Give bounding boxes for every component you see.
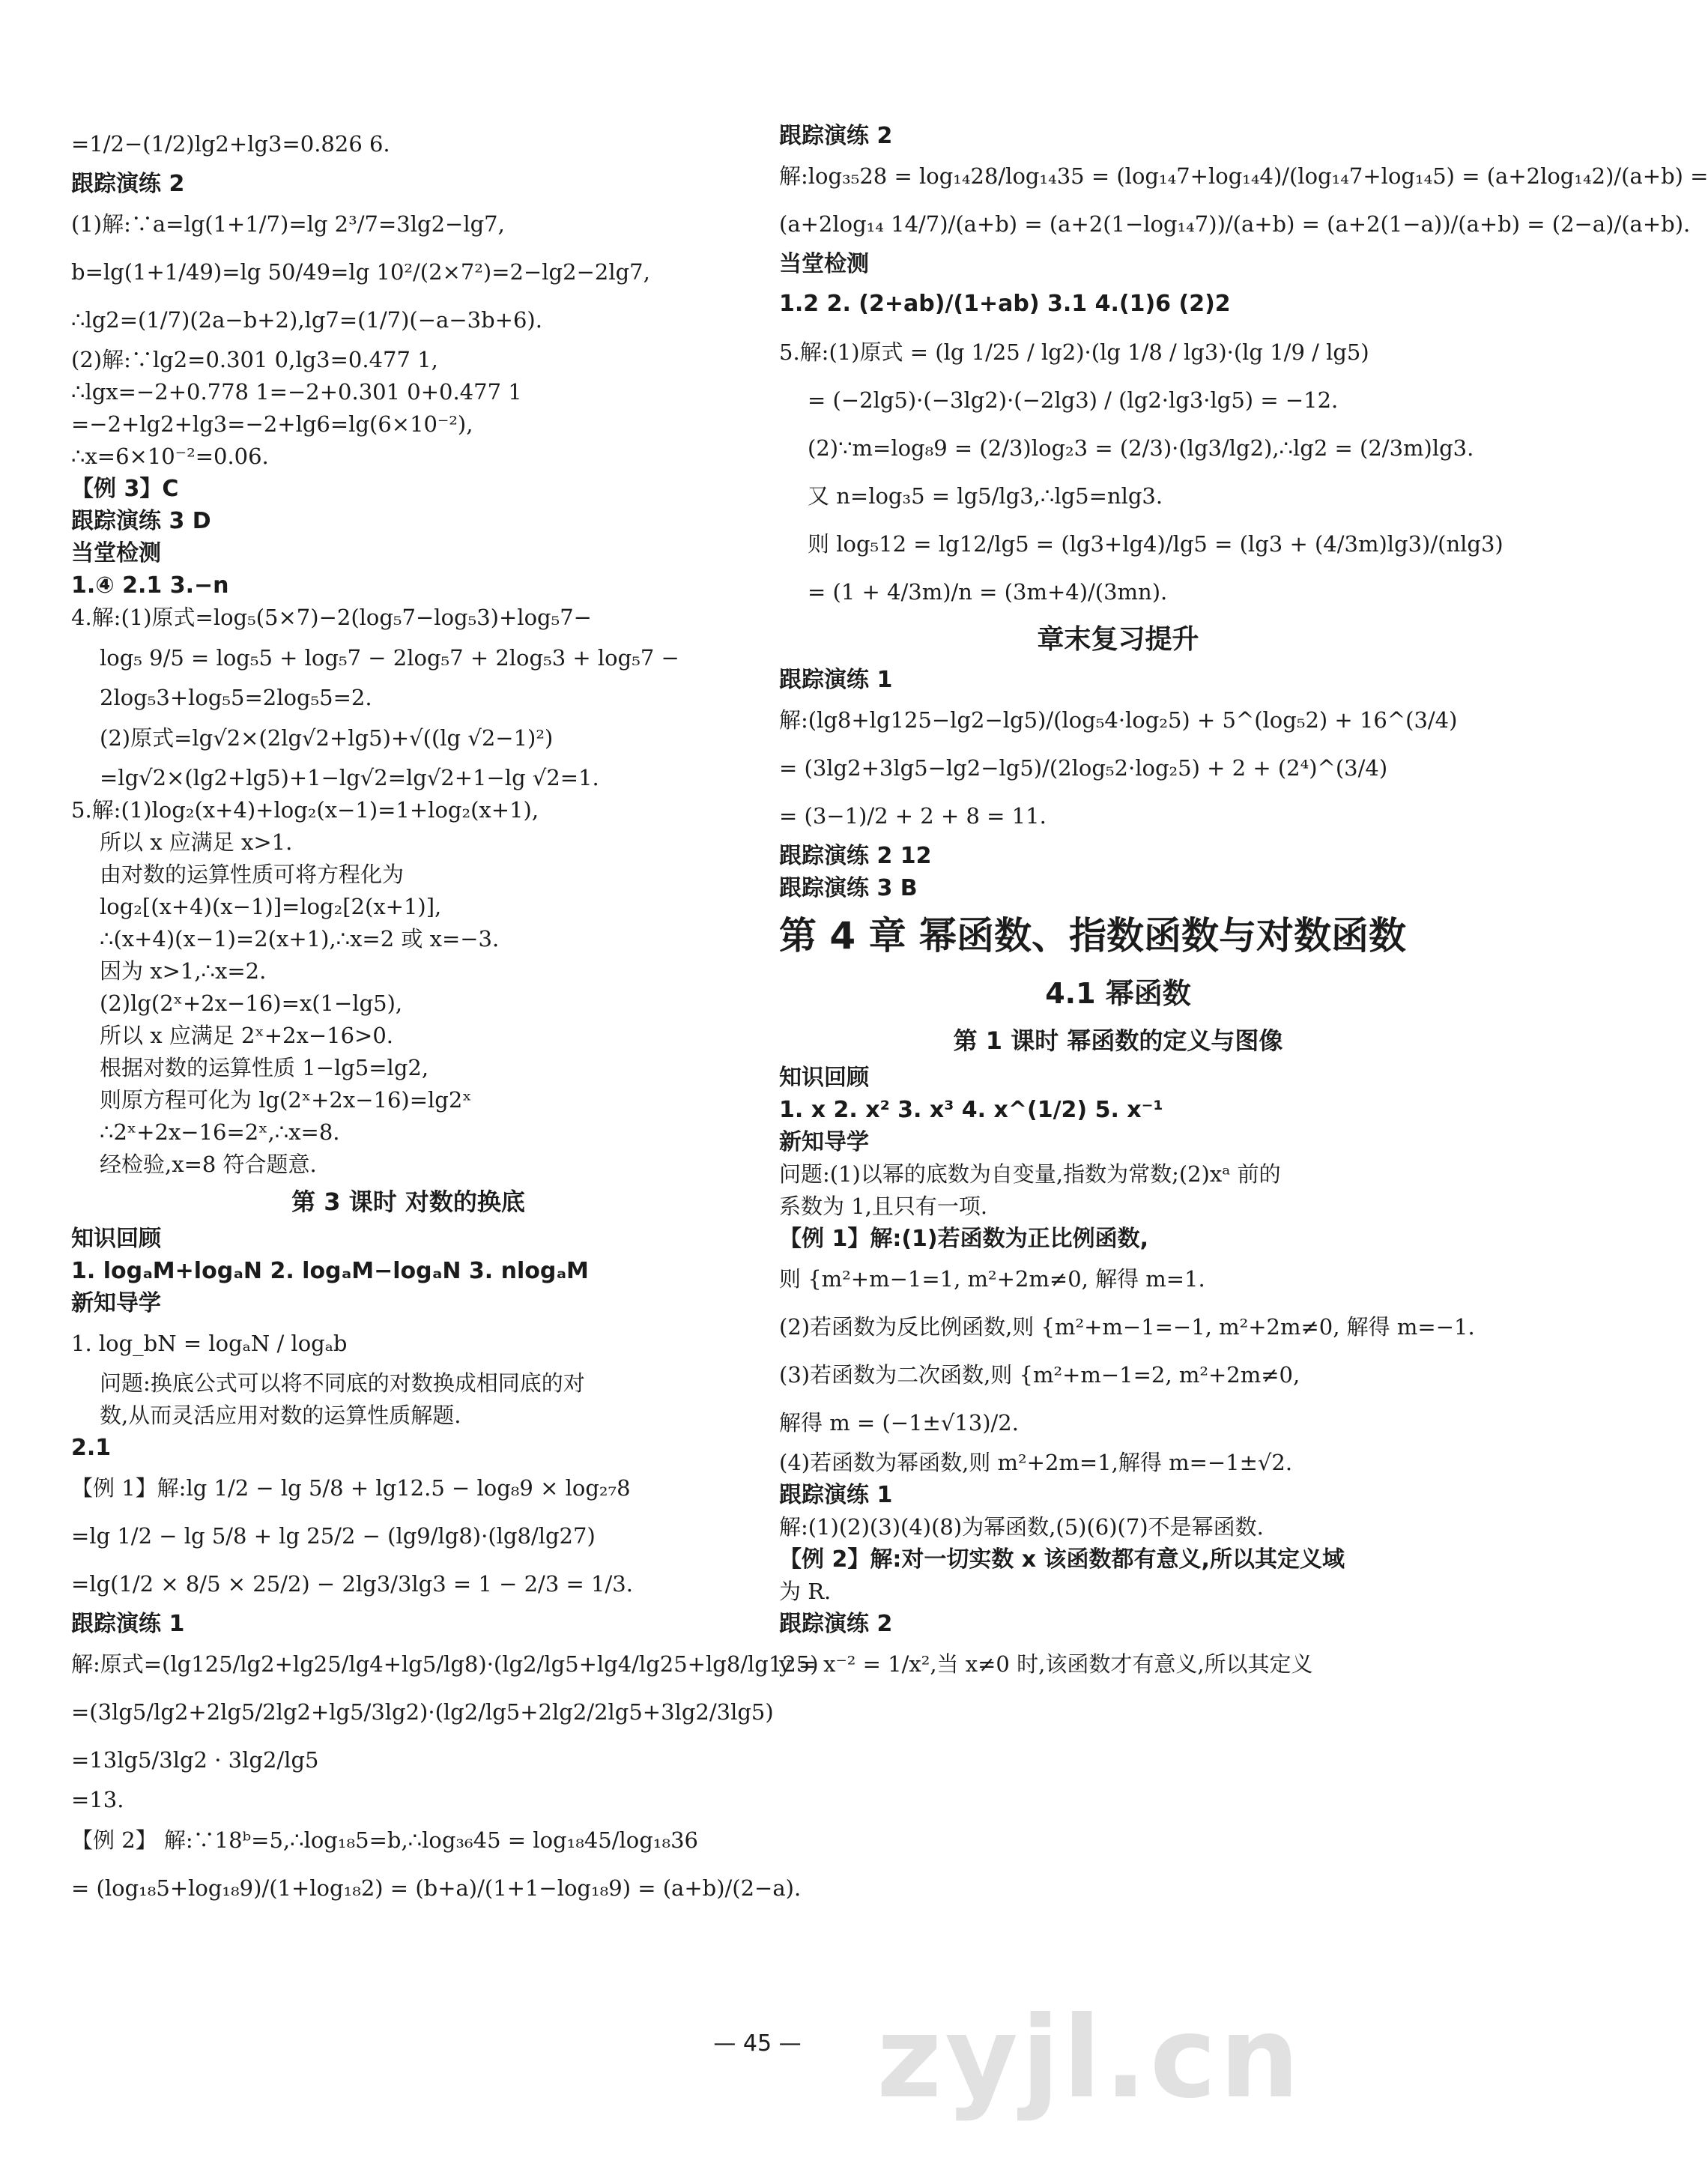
text-line: log₅ 9/5 = log₅5 + log₅7 − 2log₅7 + 2log₅3 + log₅7 − bbox=[100, 645, 679, 671]
text-line: 【例 1】解:lg 1/2 − lg 5/8 + lg12.5 − log₈9 × log₂₇8 bbox=[71, 1475, 631, 1501]
text-line: =lg(1/2 × 8/5 × 25/2) − 2lg3/3lg3 = 1 − 2/3 = 1/3. bbox=[71, 1571, 633, 1597]
text-line: =13lg5/3lg2 · 3lg2/lg5 bbox=[71, 1747, 319, 1773]
text-line: 解:原式=(lg125/lg2+lg25/lg4+lg5/lg8)·(lg2/lg5+lg4/lg25+lg8/lg125) bbox=[71, 1651, 819, 1677]
section-label: 跟踪演练 1 bbox=[71, 1611, 185, 1637]
text-line: log₂[(x+4)(x−1)]=log₂[2(x+1)], bbox=[100, 894, 442, 919]
text-line: = (3−1)/2 + 2 + 8 = 11. bbox=[779, 803, 1047, 829]
text-line: 系数为 1,且只有一项. bbox=[779, 1194, 988, 1219]
section-label: 【例 1】解:(1)若函数为正比例函数, bbox=[779, 1226, 1149, 1252]
section-label: 2.1 bbox=[71, 1435, 112, 1461]
section-label: 当堂检测 bbox=[779, 251, 869, 277]
section-label: 知识回顾 bbox=[71, 1226, 161, 1252]
text-line: 又 n=log₃5 = lg5/lg3,∴lg5=nlg3. bbox=[808, 483, 1163, 509]
text-line: ∴lg2=(1/7)(2a−b+2),lg7=(1/7)(−a−3b+6). bbox=[71, 307, 542, 333]
text-line: 5.解:(1)log₂(x+4)+log₂(x−1)=1+log₂(x+1), bbox=[71, 797, 539, 823]
subsection-title: 4.1 幂函数 bbox=[1045, 977, 1191, 1010]
section-label: 1.2 2. (2+ab)/(1+ab) 3.1 4.(1)6 (2)2 bbox=[779, 291, 1231, 317]
text-line: (4)若函数为幂函数,则 m²+2m=1,解得 m=−1±√2. bbox=[779, 1450, 1293, 1475]
text-line: 经检验,x=8 符合题意. bbox=[100, 1152, 317, 1177]
text-line: =1/2−(1/2)lg2+lg3=0.826 6. bbox=[71, 131, 390, 157]
text-line: =lg√2×(lg2+lg5)+1−lg√2=lg√2+1−lg √2=1. bbox=[100, 765, 599, 790]
text-line: ∴x=6×10⁻²=0.06. bbox=[71, 444, 269, 469]
text-line: 则 {m²+m−1=1, m²+2m≠0, 解得 m=1. bbox=[779, 1266, 1205, 1292]
text-line: =−2+lg2+lg3=−2+lg6=lg(6×10⁻²), bbox=[71, 411, 473, 437]
text-line: b=lg(1+1/49)=lg 50/49=lg 10²/(2×7²)=2−lg2−2lg7, bbox=[71, 259, 650, 285]
section-label: 跟踪演练 1 bbox=[779, 1482, 893, 1508]
section-label: 跟踪演练 2 bbox=[779, 1611, 893, 1637]
text-line: 4.解:(1)原式=log₅(5×7)−2(log₅7−log₅3)+log₅7− bbox=[71, 605, 592, 630]
text-line: (2)∵m=log₈9 = (2/3)log₂3 = (2/3)·(lg3/lg2),∴lg2 = (2/3m)lg3. bbox=[808, 435, 1474, 461]
text-line: 由对数的运算性质可将方程化为 bbox=[100, 862, 405, 887]
text-line: 则 log₅12 = lg12/lg5 = (lg3+lg4)/lg5 = (lg3 + (4/3m)lg3)/(nlg3) bbox=[808, 531, 1503, 557]
lesson-title: 第 3 课时 对数的换底 bbox=[291, 1188, 525, 1216]
page-number: — 45 — bbox=[713, 2030, 802, 2057]
section-label: 1. logₐM+logₐN 2. logₐM−logₐN 3. nlogₐM bbox=[71, 1258, 589, 1284]
section-label: 跟踪演练 2 bbox=[71, 171, 185, 197]
text-line: 5.解:(1)原式 = (lg 1/25 / lg2)·(lg 1/8 / lg3)·(lg 1/9 / lg5) bbox=[779, 339, 1369, 365]
text-line: 问题:(1)以幂的底数为自变量,指数为常数;(2)xᵃ 前的 bbox=[779, 1161, 1281, 1187]
text-line: (2)解:∵lg2=0.301 0,lg3=0.477 1, bbox=[71, 347, 438, 372]
text-line: ∴(x+4)(x−1)=2(x+1),∴x=2 或 x=−3. bbox=[100, 926, 500, 952]
text-line: (a+2log₁₄ 14/7)/(a+b) = (a+2(1−log₁₄7))/(a+b) = (a+2(1−a))/(a+b) = (2−a)/(a+b). bbox=[779, 211, 1691, 237]
text-line: 【例 2】 解:∵18ᵇ=5,∴log₁₈5=b,∴log₃₆45 = log₁₈45/log₁₈36 bbox=[71, 1827, 698, 1853]
watermark: zyjl.cn bbox=[876, 1993, 1303, 2123]
text-line: 为 R. bbox=[779, 1579, 832, 1604]
text-line: (2)lg(2ˣ+2x−16)=x(1−lg5), bbox=[100, 990, 403, 1016]
text-line: = (1 + 4/3m)/n = (3m+4)/(3mn). bbox=[808, 579, 1168, 605]
text-line: 则原方程可化为 lg(2ˣ+2x−16)=lg2ˣ bbox=[100, 1087, 472, 1113]
text-line: 数,从而灵活应用对数的运算性质解题. bbox=[100, 1403, 461, 1428]
text-line: =lg 1/2 − lg 5/8 + lg 25/2 − (lg9/lg8)·(lg8/lg27) bbox=[71, 1523, 596, 1549]
text-line: = (−2lg5)·(−3lg2)·(−2lg3) / (lg2·lg3·lg5) = −12. bbox=[808, 387, 1339, 413]
text-line: = (3lg2+3lg5−lg2−lg5)/(2log₅2·log₂5) + 2 + (2⁴)^(3/4) bbox=[779, 755, 1388, 781]
text-line: 解:log₃₅28 = log₁₄28/log₁₄35 = (log₁₄7+log₁₄4)/(log₁₄7+log₁₄5) = (a+2log₁₄2)/(a+b) = bbox=[779, 163, 1708, 189]
text-line: (2)若函数为反比例函数,则 {m²+m−1=−1, m²+2m≠0, 解得 m=−1. bbox=[779, 1314, 1475, 1340]
section-label: 【例 3】C bbox=[71, 476, 179, 502]
text-line: 2log₅3+log₅5=2log₅5=2. bbox=[100, 685, 372, 710]
right-column bbox=[779, 120, 1708, 1688]
text-line: (1)解:∵a=lg(1+1/7)=lg 2³/7=3lg2−lg7, bbox=[71, 211, 505, 237]
section-label: 跟踪演练 2 12 bbox=[779, 843, 932, 869]
text-line: =13. bbox=[71, 1787, 124, 1812]
section-label: 当堂检测 bbox=[71, 540, 161, 566]
section-label: 跟踪演练 2 bbox=[779, 123, 893, 149]
text-line: 解得 m = (−1±√13)/2. bbox=[779, 1410, 1019, 1436]
text-line: 所以 x 应满足 x>1. bbox=[100, 829, 293, 855]
text-line: 1. log_bN = logₐN / logₐb bbox=[71, 1331, 348, 1356]
text-line: ∴2ˣ+2x−16=2ˣ,∴x=8. bbox=[100, 1119, 340, 1145]
text-line: =(3lg5/lg2+2lg5/2lg2+lg5/3lg2)·(lg2/lg5+2lg2/2lg5+3lg2/3lg5) bbox=[71, 1699, 774, 1725]
section-title: 章末复习提升 bbox=[1037, 624, 1199, 655]
text-line: (2)原式=lg√2×(2lg√2+lg5)+√((lg √2−1)²) bbox=[100, 725, 554, 751]
text-line: 所以 x 应满足 2ˣ+2x−16>0. bbox=[100, 1023, 394, 1048]
section-label: 新知导学 bbox=[71, 1290, 161, 1316]
section-label: 1.④ 2.1 3.−n bbox=[71, 572, 229, 599]
section-label: 跟踪演练 3 B bbox=[779, 875, 918, 901]
text-line: ∴lgx=−2+0.778 1=−2+0.301 0+0.477 1 bbox=[71, 379, 522, 405]
text-line: 问题:换底公式可以将不同底的对数换成相同底的对 bbox=[100, 1370, 585, 1396]
text-line: y = x⁻² = 1/x²,当 x≠0 时,该函数才有意义,所以其定义 bbox=[779, 1651, 1313, 1677]
text-line: 解:(1)(2)(3)(4)(8)为幂函数,(5)(6)(7)不是幂函数. bbox=[779, 1514, 1264, 1540]
lesson-title: 第 1 课时 幂函数的定义与图像 bbox=[953, 1026, 1283, 1055]
chapter-title: 第 4 章 幂函数、指数函数与对数函数 bbox=[779, 914, 1407, 958]
section-label: 【例 2】解:对一切实数 x 该函数都有意义,所以其定义域 bbox=[779, 1546, 1345, 1573]
text-line: 解:(lg8+lg125−lg2−lg5)/(log₅4·log₂5) + 5^(log₅2) + 16^(3/4) bbox=[779, 707, 1458, 733]
text-line: 因为 x>1,∴x=2. bbox=[100, 958, 267, 984]
text-line: 根据对数的运算性质 1−lg5=lg2, bbox=[100, 1055, 429, 1080]
section-label: 新知导学 bbox=[779, 1129, 869, 1155]
section-label: 知识回顾 bbox=[779, 1065, 869, 1091]
section-label: 跟踪演练 1 bbox=[779, 667, 893, 693]
section-label: 跟踪演练 3 D bbox=[71, 508, 211, 534]
text-line: (3)若函数为二次函数,则 {m²+m−1=2, m²+2m≠0, bbox=[779, 1362, 1300, 1388]
section-label: 1. x 2. x² 3. x³ 4. x^(1/2) 5. x⁻¹ bbox=[779, 1097, 1163, 1123]
text-line: = (log₁₈5+log₁₈9)/(1+log₁₈2) = (b+a)/(1+1−log₁₈9) = (a+b)/(2−a). bbox=[71, 1875, 802, 1901]
